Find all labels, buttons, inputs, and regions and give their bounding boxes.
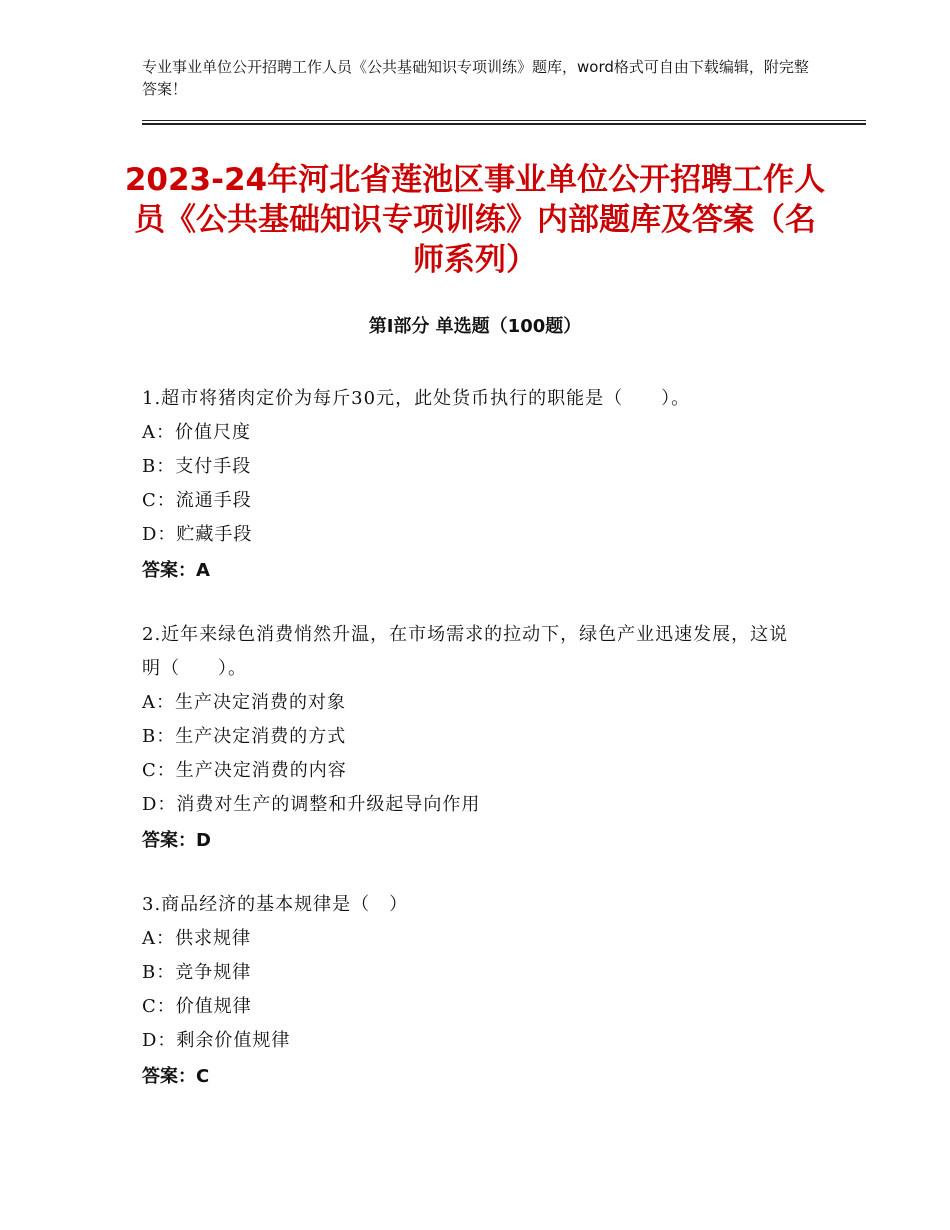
option-d: D：贮藏手段 [142,524,253,545]
option-c: C：生产决定消费的内容 [142,760,347,781]
option-a: A：生产决定消费的对象 [142,692,346,713]
answer: 答案：A [142,560,210,581]
option-b: B：竞争规律 [142,962,252,983]
option-a: A：价值尺度 [142,422,251,443]
option-c: C：流通手段 [142,490,252,511]
option-d: D：剩余价值规律 [142,1030,291,1051]
option-d: D：消费对生产的调整和升级起导向作用 [142,794,481,815]
option-a: A：供求规律 [142,928,251,949]
question-list [142,382,802,1124]
header-divider [142,120,866,125]
option-b: B：生产决定消费的方式 [142,726,347,747]
question-3 [142,888,802,1094]
document-title: 2023-24年河北省莲池区事业单位公开招聘工作人员《公共基础知识专项训练》内部题库及答案（名师系列） [124,162,826,278]
question-stem: 3.商品经济的基本规律是（ ） [142,894,409,915]
question-stem: 2.近年来绿色消费悄然升温，在市场需求的拉动下，绿色产业迅速发展，这说明（ ）。 [142,624,789,679]
section-heading: 第Ⅰ部分 单选题（100题） [368,316,582,337]
answer: 答案：C [142,1066,210,1087]
answer: 答案：D [142,830,211,851]
question-stem: 1.超市将猪肉定价为每斤30元，此处货币执行的职能是（ ）。 [142,388,691,409]
option-c: C：价值规律 [142,996,252,1017]
option-b: B：支付手段 [142,456,252,477]
question-2 [142,618,802,858]
question-1 [142,382,802,588]
header-note: 专业事业单位公开招聘工作人员《公共基础知识专项训练》题库，word格式可自由下载编辑，附完整答案！ [142,58,809,98]
